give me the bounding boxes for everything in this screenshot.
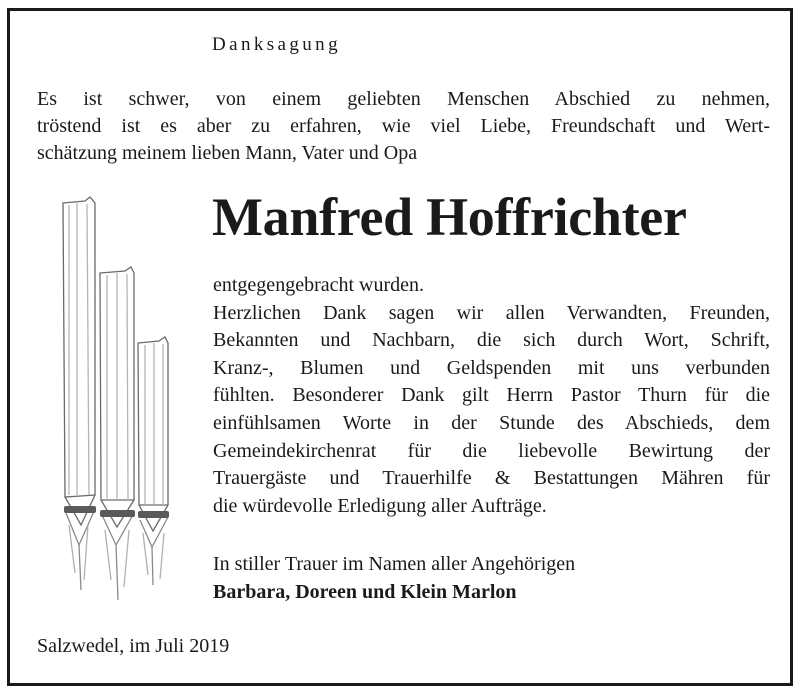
organ-pipes-icon (55, 195, 180, 605)
body-line: fühlten. Besonderer Dank gilt Herrn Pastor Thurn für die (213, 384, 770, 407)
body-line: Herzlichen Dank sagen wir allen Verwandten, Freunden, (213, 301, 770, 324)
body-line: Bekannten und Nachbarn, die sich durch Wort, Schrift, (213, 329, 770, 352)
notice-heading: Danksagung (212, 34, 341, 55)
body-line: entgegengebracht wurden. (213, 274, 425, 296)
intro-text (37, 86, 770, 167)
intro-line: Es ist schwer, von einem geliebten Menschen Abschied zu nehmen, (37, 88, 770, 110)
place-date: Salzwedel, im Juli 2019 (37, 635, 230, 657)
body-line: Trauergäste und Trauerhilfe & Bestattungen Mähren für (213, 467, 770, 490)
signoff (213, 550, 575, 606)
intro-line: schätzung meinem lieben Mann, Vater und Opa (37, 142, 418, 164)
intro-line: tröstend ist es aber zu erfahren, wie viel Liebe, Freundschaft und Wert- (37, 115, 770, 137)
body-line: einfühlsamen Worte in der Stunde des Abschieds, dem (213, 411, 770, 434)
body-line: Kranz-, Blumen und Geldspenden mit uns verbunden (213, 356, 770, 379)
body-line: die würdevolle Erledigung aller Aufträge. (213, 494, 547, 517)
body-text (213, 272, 770, 520)
deceased-name: Manfred Hoffrichter (212, 187, 687, 247)
signoff-names: Barbara, Doreen und Klein Marlon (213, 581, 517, 603)
body-line: Gemeindekirchenrat für die liebevolle Bewirtung der (213, 439, 770, 462)
signoff-line: In stiller Trauer im Namen aller Angehörigen (213, 553, 576, 575)
